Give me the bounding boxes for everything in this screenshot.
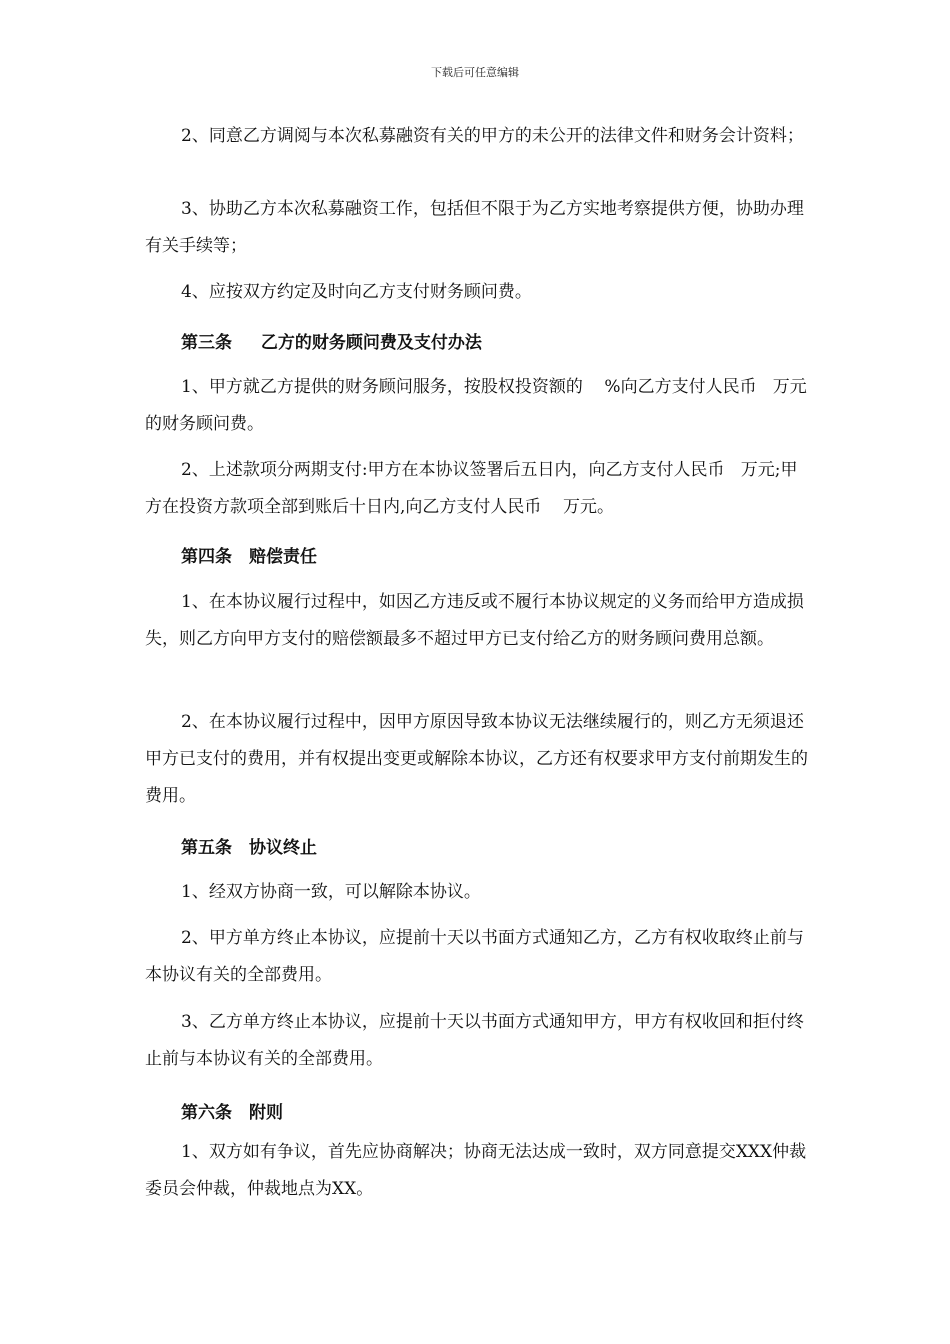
clause-paragraph: 2、上述款项分两期支付:甲方在本协议签署后五日内，向乙方支付人民币 万元;甲方在投资方款项全部到账后十日内,向乙方支付人民币 万元。 xyxy=(145,460,798,517)
clause-paragraph: 2、在本协议履行过程中，因甲方原因导致本协议无法继续履行的，则乙方无须退还甲方已支付的费用，并有权提出变更或解除本协议，乙方还有权要求甲方支付前期发生的费用。 xyxy=(145,712,808,806)
section-heading: 第三条 乙方的财务顾问费及支付办法 xyxy=(181,333,482,353)
section-heading: 第四条 赔偿责任 xyxy=(181,547,317,567)
clause-paragraph: 3、乙方单方终止本协议，应提前十天以书面方式通知甲方，甲方有权收回和拒付终止前与本协议有关的全部费用。 xyxy=(145,1012,804,1069)
clause-paragraph: 2、同意乙方调阅与本次私募融资有关的甲方的未公开的法律文件和财务会计资料； xyxy=(181,126,804,146)
clause-paragraph: 1、在本协议履行过程中，如因乙方违反或不履行本协议规定的义务而给甲方造成损失，则乙方向甲方支付的赔偿额最多不超过甲方已支付给乙方的财务顾问费用总额。 xyxy=(145,592,804,649)
clause-paragraph: 1、甲方就乙方提供的财务顾问服务，按股权投资额的 %向乙方支付人民币 万元的财务顾问费。 xyxy=(145,377,807,434)
clause-paragraph: 2、甲方单方终止本协议，应提前十天以书面方式通知乙方，乙方有权收取终止前与本协议有关的全部费用。 xyxy=(145,928,804,985)
section-heading: 第五条 协议终止 xyxy=(181,838,317,858)
clause-paragraph: 4、应按双方约定及时向乙方支付财务顾问费。 xyxy=(181,282,532,302)
section-heading: 第六条 附则 xyxy=(181,1103,283,1123)
clause-paragraph: 3、协助乙方本次私募融资工作，包括但不限于为乙方实地考察提供方便，协助办理有关手续等； xyxy=(145,199,804,256)
page-header: 下载后可任意编辑 xyxy=(431,66,519,79)
clause-paragraph: 1、经双方协商一致，可以解除本协议。 xyxy=(181,882,481,902)
clause-paragraph: 1、双方如有争议，首先应协商解决；协商无法达成一致时，双方同意提交XXX仲裁委员会仲裁，仲裁地点为XX。 xyxy=(145,1142,807,1199)
